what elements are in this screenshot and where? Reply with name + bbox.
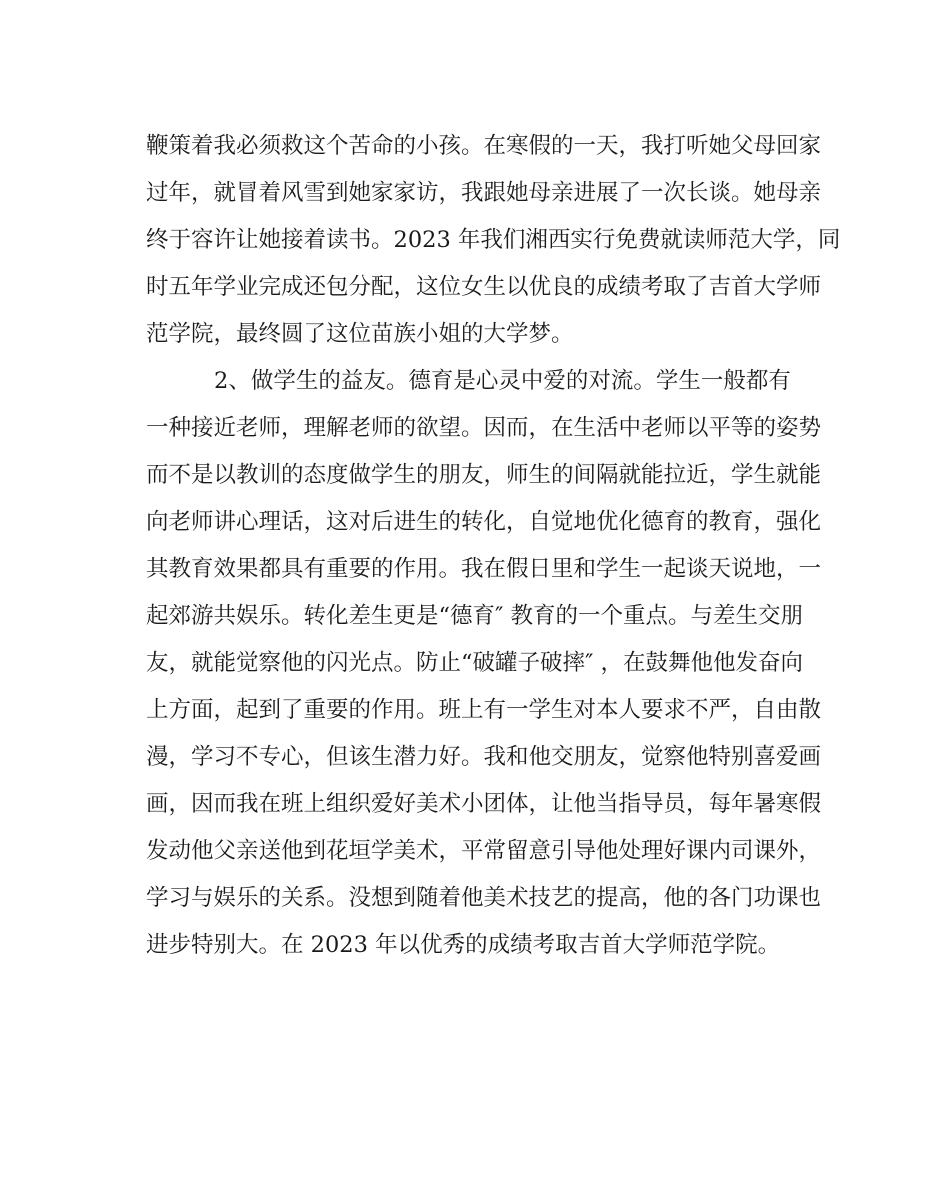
paragraph-2-first-line: 2、做学生的益友。德育是心灵中爱的对流。学生一般都有 (214, 368, 791, 394)
text-line-12: 友，就能觉察他的闪光点。防止“破罐子破摔″ ，在鼓舞他他发奋向 (146, 650, 804, 676)
text-line-2: 过年，就冒着风雪到她家家访，我跟她母亲进展了一次长谈。她母亲 (146, 180, 822, 206)
text-line-14: 漫，学习不专心，但该生潜力好。我和他交朋友，觉察他特别喜爱画 (146, 744, 822, 770)
text-line-8: 而不是以教训的态度做学生的朋友，师生的间隔就能拉近，学生就能 (146, 462, 822, 488)
text-line-1: 鞭策着我必须救这个苦命的小孩。在寒假的一天，我打听她父母回家 (146, 133, 822, 159)
text-line-13: 上方面，起到了重要的作用。班上有一学生对本人要求不严，自由散 (146, 697, 822, 723)
text-line-3: 终于容许让她接着读书。2023 年我们湘西实行免费就读师范大学，同 (146, 227, 841, 253)
text-line-18: 进步特别大。在 2023 年以优秀的成绩考取吉首大学师范学院。 (146, 932, 781, 958)
text-line-15: 画，因而我在班上组织爱好美术小团体，让他当指导员，每年暑寒假 (146, 791, 822, 817)
text-line-16: 发动他父亲送他到花垣学美术，平常留意引导他处理好课内司课外， (146, 838, 822, 864)
text-line-5: 范学院，最终圆了这位苗族小姐的大学梦。 (146, 321, 574, 347)
text-line-9: 向老师讲心理话，这对后进生的转化，自觉地优化德育的教育，强化 (146, 509, 822, 535)
text-line-4: 时五年学业完成还包分配，这位女生以优良的成绩考取了吉首大学师 (146, 274, 822, 300)
text-line-7: 一种接近老师，理解老师的欲望。因而，在生活中老师以平等的姿势 (146, 415, 822, 441)
text-line-17: 学习与娱乐的关系。没想到随着他美术技艺的提高，他的各门功课也 (146, 885, 822, 911)
text-line-10: 其教育效果都具有重要的作用。我在假日里和学生一起谈天说地，一 (146, 556, 822, 582)
text-line-11: 起郊游共娱乐。转化差生更是“德育″ 教育的一个重点。与差生交朋 (146, 603, 804, 629)
